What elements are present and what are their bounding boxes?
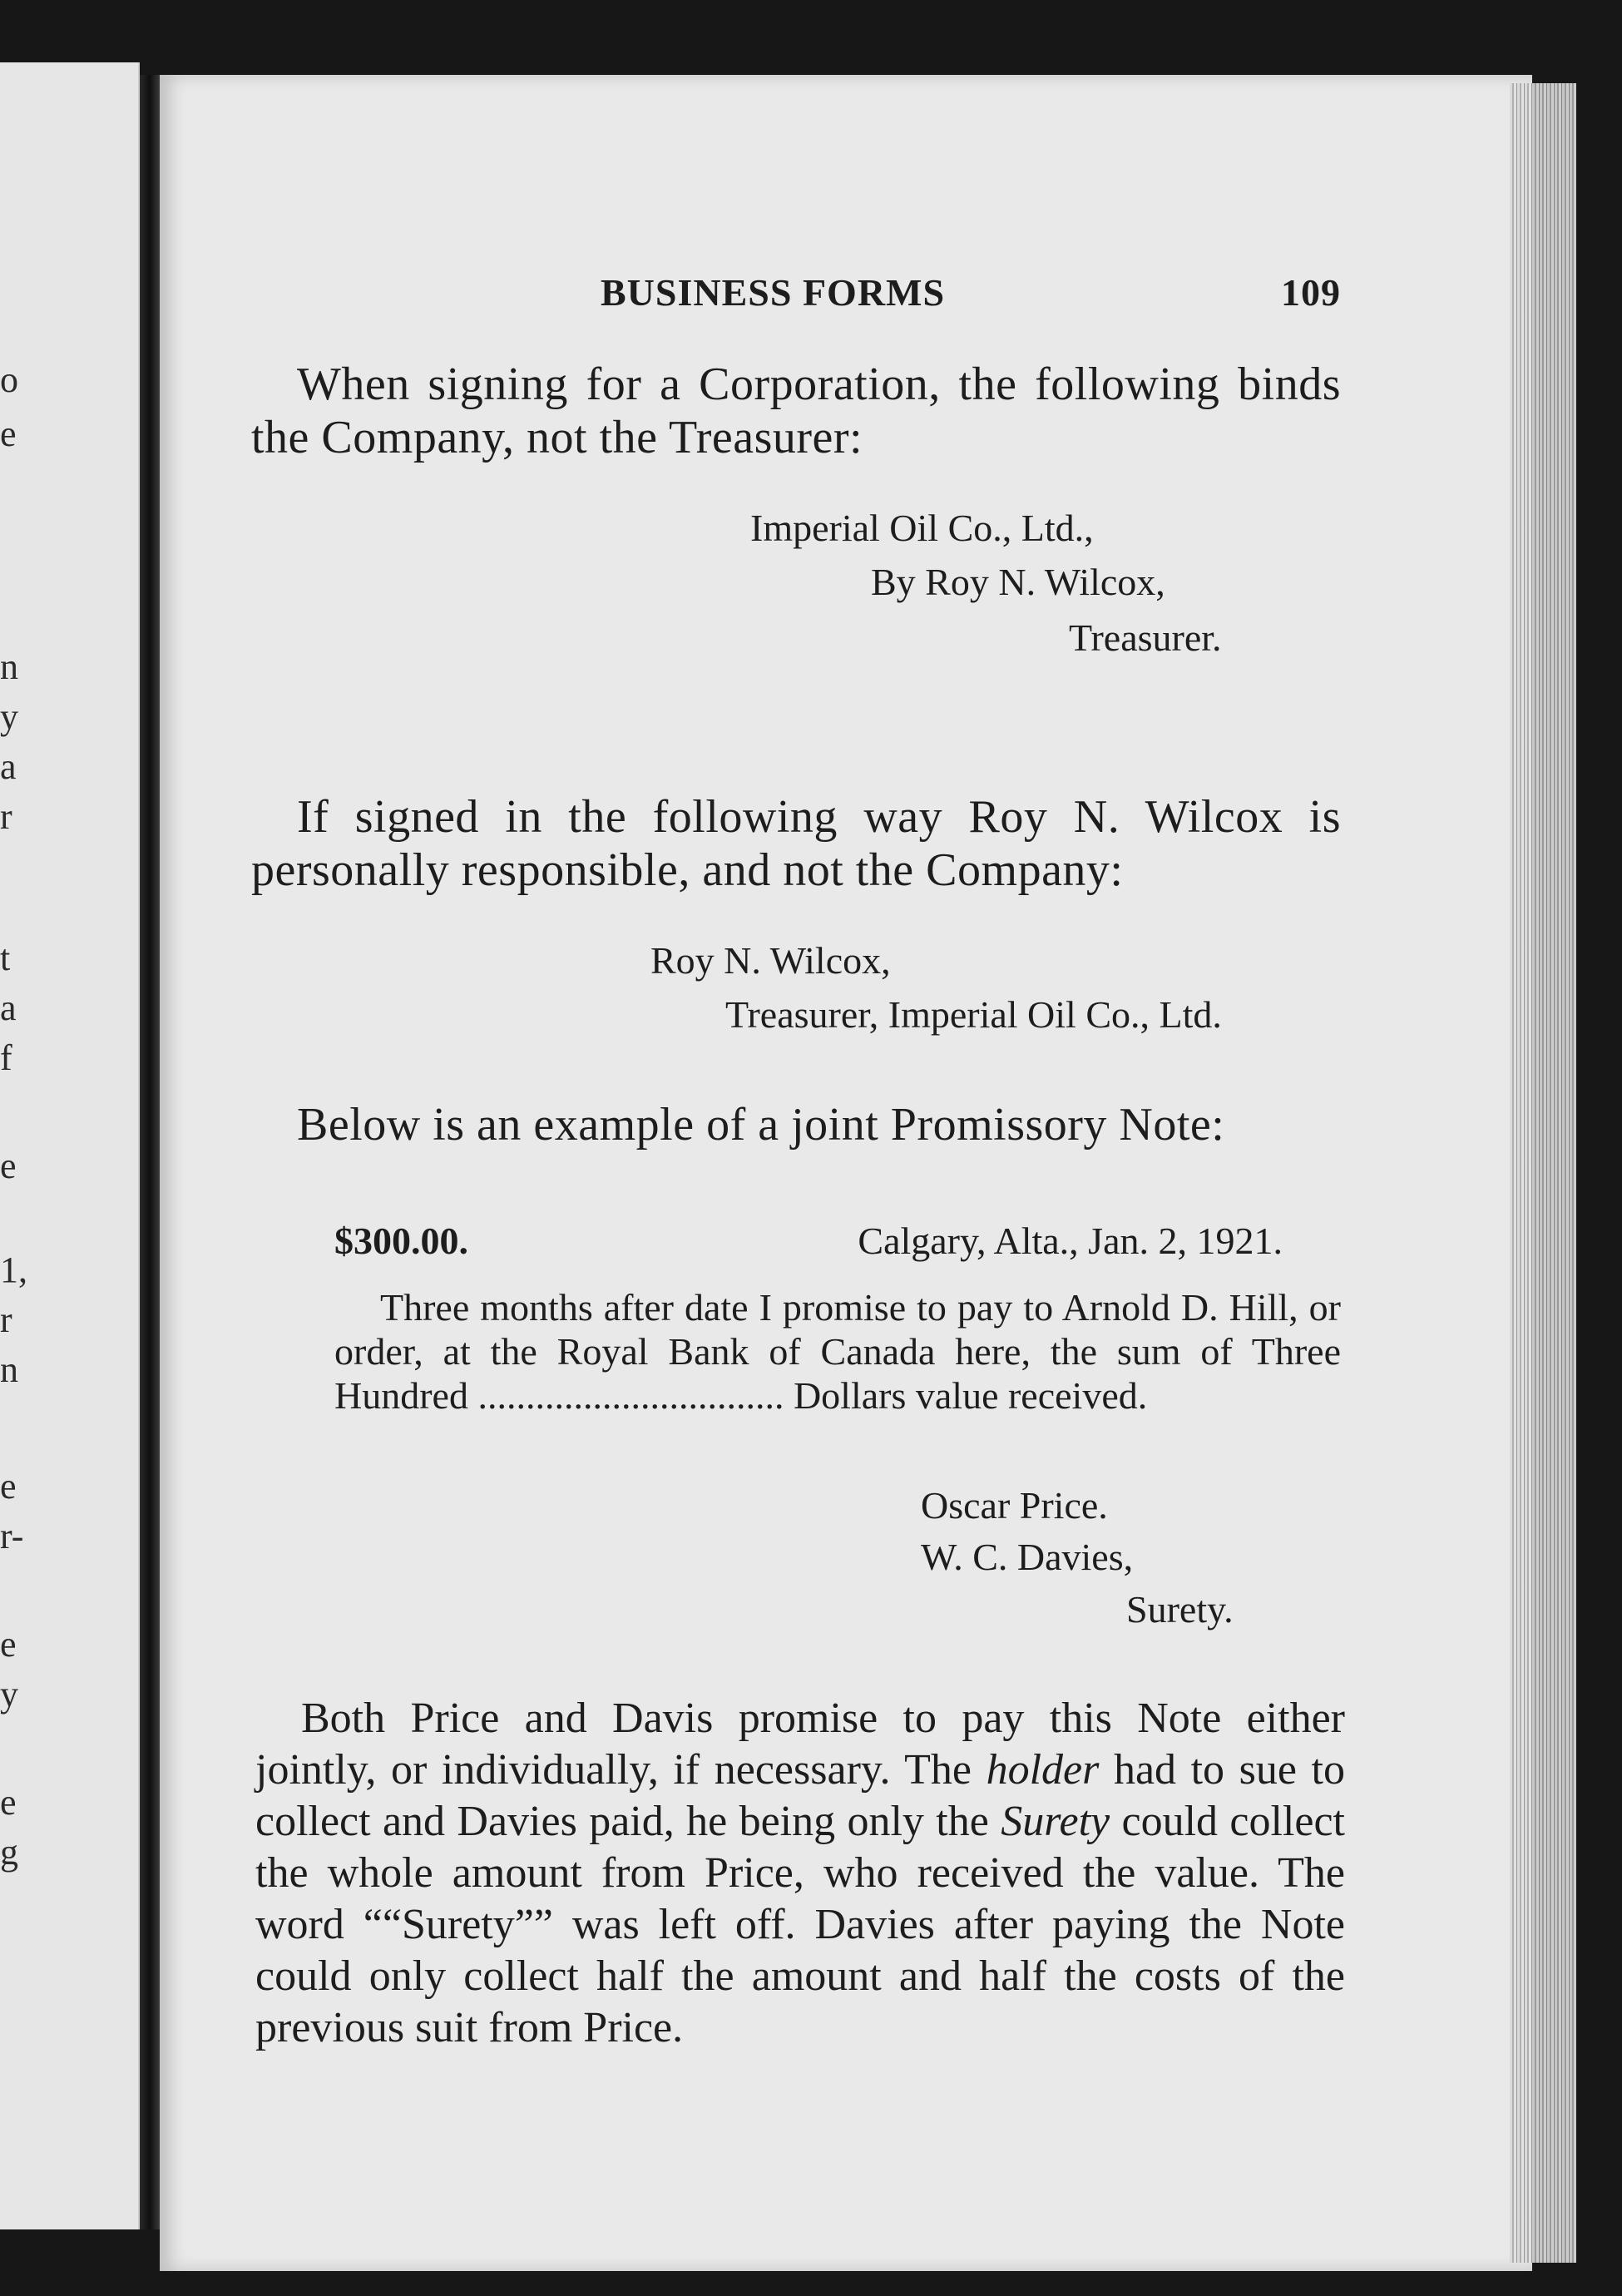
paragraph-corporation-signing: When signing for a Corporation, the following binds the Company, not the Treasurer: (251, 359, 1341, 463)
margin-letter: y (0, 1674, 18, 1715)
signature-personal-title: Treasurer, Imperial Oil Co., Ltd. (725, 993, 1222, 1036)
note-heading (334, 1219, 1283, 1269)
margin-letter: o (0, 359, 18, 400)
paragraph-note-intro: Below is an example of a joint Promissory Note: (297, 1099, 1225, 1150)
margin-letter: a (0, 746, 17, 787)
left-facing-page (0, 62, 140, 2229)
margin-letter: e (0, 1782, 17, 1823)
margin-letter: e (0, 1624, 17, 1665)
signature-company-line: Imperial Oil Co., Ltd., (750, 507, 1094, 549)
signature-by-line: By Roy N. Wilcox, (871, 561, 1165, 603)
note-signer-davies: W. C. Davies, (921, 1536, 1134, 1578)
paragraph-personal-signing: If signed in the following way Roy N. Wilcox is personally responsible, and not the Company: (251, 791, 1341, 896)
paragraph-text: could collect the whole amount from Price, who received the value. The word ““Surety”” was left off. Davies after paying the Note could only collect half the amount and half the costs of the previous suit from Price. (255, 1798, 1346, 2051)
margin-letter: r (0, 1299, 12, 1340)
note-signer-role: Surety. (1126, 1588, 1234, 1630)
signature-title-line: Treasurer. (1069, 616, 1222, 659)
book-page (160, 75, 1532, 2271)
margin-letter: e (0, 1146, 17, 1186)
margin-letter: r- (0, 1516, 24, 1556)
running-title: BUSINESS FORMS (601, 271, 946, 314)
signature-personal-name: Roy N. Wilcox, (650, 939, 891, 982)
margin-letter: r (0, 796, 12, 837)
note-body: Three months after date I promise to pay to Arnold D. Hill, or order, at the Royal Bank of Canada here, the sum of Three Hundred ................................ Dollars value received. (334, 1286, 1341, 1417)
margin-letter: 1, (0, 1249, 27, 1290)
margin-letter: n (0, 646, 18, 687)
note-amount: $300.00. (334, 1220, 468, 1262)
margin-letter: e (0, 413, 17, 454)
page-number: 109 (1281, 271, 1341, 314)
margin-letter: a (0, 987, 17, 1028)
emphasis-holder: holder (986, 1746, 1100, 1794)
left-page-margin-text (0, 62, 33, 2229)
margin-letter: e (0, 1466, 17, 1507)
paragraph-text: Both Price and Davis promise to pay this Note either jointly, or individually, if necessary. The (255, 1695, 1345, 1794)
margin-letter: t (0, 938, 11, 978)
running-head (251, 270, 1341, 320)
margin-letter: f (0, 1037, 12, 1078)
emphasis-surety: Surety (1001, 1798, 1110, 1845)
note-place-date: Calgary, Alta., Jan. 2, 1921. (858, 1220, 1283, 1262)
paragraph-text: had to sue to collect and Davies paid, he being only the (255, 1746, 1345, 1845)
page-edges (1510, 83, 1576, 2263)
margin-letter: g (0, 1832, 18, 1873)
paragraph-surety-explanation (255, 1693, 1345, 2054)
margin-letter: y (0, 696, 18, 737)
margin-letter: n (0, 1349, 18, 1390)
note-signer-price: Oscar Price. (921, 1484, 1108, 1527)
book-gutter (140, 75, 160, 2229)
